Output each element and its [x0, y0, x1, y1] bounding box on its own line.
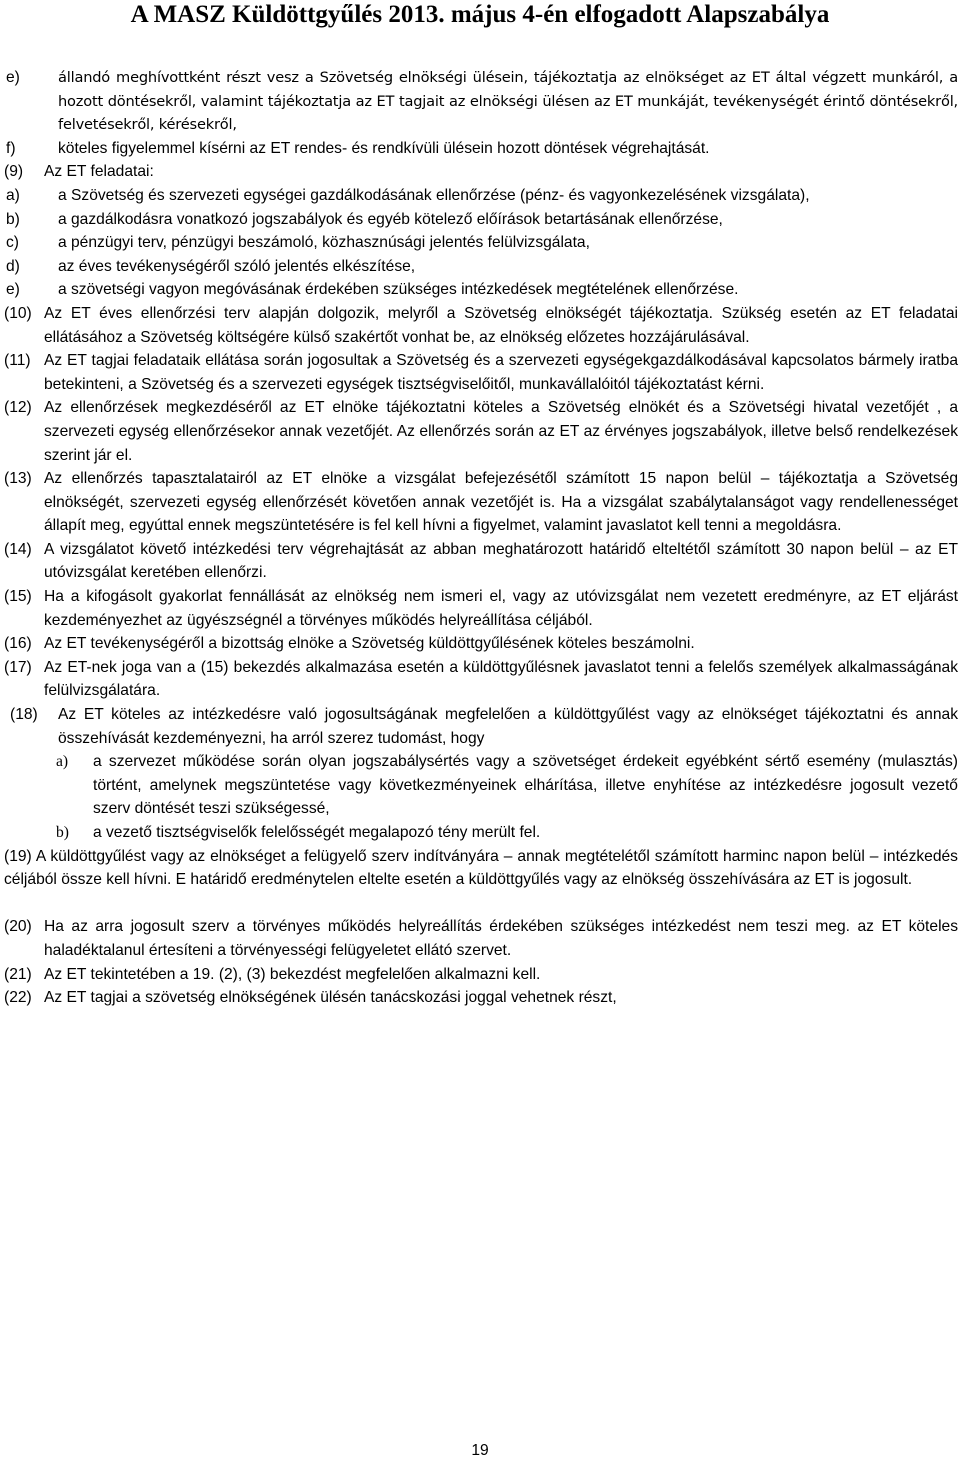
paragraph-text: Az ellenőrzés tapasztalatairól az ET elnöke a vizsgálat befejezésétől számított 15 napon belül – tájékoztatja a Szövetség elnökségét, szervezeti egység ellenőrzését követően annak vezetőjét is. Ha a vizsgálat szabálytalanságot vagy rendellenességet állapít meg, egyúttal ennek megszüntetésére is fel kell hívni a figyelmet, valamint javaslatot kell tenni a megoldásra.	[44, 470, 958, 535]
list-item	[4, 231, 958, 255]
paragraph-item	[4, 845, 958, 892]
item-text: a szövetségi vagyon megóvásának érdekében szükséges intézkedések megtételének ellenőrzése.	[58, 281, 739, 299]
item-text: a szervezet működése során olyan jogszabálysértés vagy a szövetséget érdekeit egyébként sértő esemény (mulasztás) történt, amelynek megszüntetése vagy következményeinek elhárítása, illetve enyhítése az intézkedésre jogosult vezető szerv döntését teszi szükségessé,	[93, 753, 958, 818]
item-text: a pénzügyi terv, pénzügyi beszámoló, közhasznúsági jelentés felülvizsgálata,	[58, 234, 590, 252]
paragraph-item	[4, 632, 958, 656]
paragraph-item	[4, 703, 958, 750]
paragraph-label: (14)	[4, 540, 32, 558]
paragraph-label: (21)	[4, 965, 32, 983]
paragraph-item	[4, 656, 958, 703]
paragraph-label: (15)	[4, 588, 32, 606]
paragraph-text: Az ET feladatai:	[44, 163, 154, 181]
paragraph-label: (18)	[10, 706, 38, 724]
item-label: f)	[6, 139, 16, 157]
paragraph-text: Az ET tevékenységéről a bizottság elnöke a Szövetség küldöttgyűlésének köteles beszámolni.	[44, 635, 695, 653]
item-label: b)	[6, 210, 20, 228]
item-label: a)	[56, 753, 69, 771]
paragraph-label: (20)	[4, 918, 32, 936]
list-item	[4, 208, 958, 232]
list-item	[4, 821, 958, 845]
paragraph-label: (13)	[4, 470, 32, 488]
paragraph-item	[4, 467, 958, 538]
list-item	[4, 255, 958, 279]
paragraph-text: Az ET-nek joga van a (15) bekezdés alkalmazása esetén a küldöttgyűlésnek javaslatot tenni a felelős személyek alkalmasságának felülvizsgálatára.	[44, 658, 958, 700]
paragraph-label: (22)	[4, 989, 32, 1007]
item-label: e)	[6, 281, 20, 299]
paragraph-text: Az ellenőrzések megkezdéséről az ET elnöke tájékoztatni köteles a Szövetség elnökét és a Szövetségi hivatal vezetőjét , a szervezeti egység ellenőrzésekor annak vezetőjét. Az ellenőrzés során az ET az érvényes jogszabályok, illetve belső rendelkezések szerint jár el.	[44, 399, 958, 464]
paragraph-text: Ha a kifogásolt gyakorlat fennállását az elnökség nem ismeri el, vagy az utóvizsgálat nem vezetett eredményre, az ET eljárást kezdeményezhet az ügyészségnél a törvényes működés helyreállítása céljából.	[44, 588, 958, 629]
paragraph-text: Az ET tekintetében a 19. (2), (3) bekezdést megfelelően alkalmazni kell.	[44, 965, 541, 983]
item-text: állandó meghívottként részt vesz a Szövetség elnökségi ülésein, tájékoztatja az elnökséget az ET által végzett munkáról, a hozott döntésekről, valamint tájékoztatja az ET tagjait az elnökségi ülésen az ET munkáját, tevékenységét érintő döntésekről, felvetésekről, kérésekről,	[58, 69, 958, 134]
paragraph-item	[4, 963, 958, 987]
paragraph-label: (16)	[4, 635, 32, 653]
item-label: b)	[56, 824, 69, 841]
paragraph-text: A vizsgálatot követő intézkedési terv végrehajtását az abban meghatározott határidő elteltétől számított 30 napon belül – az ET utóvizsgálat keretében ellenőrzi.	[44, 540, 958, 582]
paragraph-label: (19)	[4, 847, 32, 865]
paragraph-label: (9)	[4, 163, 24, 181]
paragraph-item	[4, 585, 958, 632]
paragraph-text: Az ET éves ellenőrzési terv alapján dolgozik, melyről a Szövetség elnökségét tájékoztatja. Szükség esetén az ET feladatai ellátásához a Szövetség költségére külső szakértőt vonhat be, az elnökség előzetes hozzájárulásával.	[44, 304, 958, 346]
paragraph-item	[4, 986, 958, 1010]
paragraph-label: (11)	[4, 352, 31, 370]
paragraph-text: Az ET tagjai a szövetség elnökségének ülésén tanácskozási joggal vehetnek részt,	[44, 989, 617, 1007]
paragraph-item	[4, 349, 958, 396]
item-text: a gazdálkodásra vonatkozó jogszabályok és egyéb kötelező előírások betartásának ellenőrzése,	[58, 210, 723, 228]
item-text: az éves tevékenységéről szóló jelentés elkészítése,	[58, 257, 416, 275]
paragraph-text: Az ET köteles az intézkedésre való jogosultságának megfelelően a küldöttgyűlést vagy az elnökséget tájékoztatni és annak összehívását kezdeményezni, ha arról szerez tudomást, hogy	[58, 706, 958, 747]
item-label: d)	[6, 257, 20, 275]
list-item	[4, 184, 958, 208]
paragraph-item	[4, 302, 958, 349]
list-item	[4, 750, 958, 821]
list-item	[4, 137, 958, 161]
paragraph-text: Ha az arra jogosult szerv a törvényes működés helyreállítás érdekében szükséges intézkedést nem teszi meg. az ET köteles haladéktalanul értesíteni a törvényességi felügyeletet ellátó szervet.	[44, 918, 958, 959]
paragraph-label: (12)	[4, 399, 32, 417]
list-item	[4, 278, 958, 302]
document-body	[4, 66, 958, 1010]
paragraph-item	[4, 538, 958, 585]
paragraph-text: A küldöttgyűlést vagy az elnökséget a felügyelő szerv indítványára – annak megtételétől számított harminc napon belül – intézkedés céljából össze kell hívni. E határidő eredménytelen eltelte esetén a küldöttgyűlés vagy az elnökség összehívására az ET is jogosult.	[4, 847, 958, 889]
item-label: a)	[6, 186, 20, 204]
paragraph-text: Az ET tagjai feladataik ellátása során jogosultak a Szövetség és a szervezeti egységekgazdálkodásával kapcsolatos bármely iratba betekinteni, a Szövetség és a szervezeti egységek tisztségviselőitől, munkavállalóitól tájékoztatást kérni.	[44, 352, 958, 393]
paragraph-label: (17)	[4, 658, 32, 676]
paragraph-item	[4, 160, 958, 184]
list-item	[4, 66, 958, 137]
item-label: e)	[6, 69, 20, 86]
item-label: c)	[6, 234, 19, 252]
paragraph-item	[4, 915, 958, 962]
document-title: A MASZ Küldöttgyűlés 2013. május 4-én elfogadott Alapszabálya	[130, 1, 830, 28]
page-number: 19	[471, 1442, 489, 1459]
document-header	[0, 0, 960, 34]
item-text: a vezető tisztségviselők felelősségét megalapozó tény merült fel.	[93, 824, 541, 841]
item-text: köteles figyelemmel kísérni az ET rendes- és rendkívüli ülésein hozott döntések végrehajtását.	[58, 139, 710, 157]
spacer	[4, 892, 958, 916]
paragraph-item	[4, 396, 958, 467]
paragraph-label: (10)	[4, 304, 32, 322]
item-text: a Szövetség és szervezeti egységei gazdálkodásának ellenőrzése (pénz- és vagyonkezelésének vizsgálata),	[58, 186, 810, 204]
